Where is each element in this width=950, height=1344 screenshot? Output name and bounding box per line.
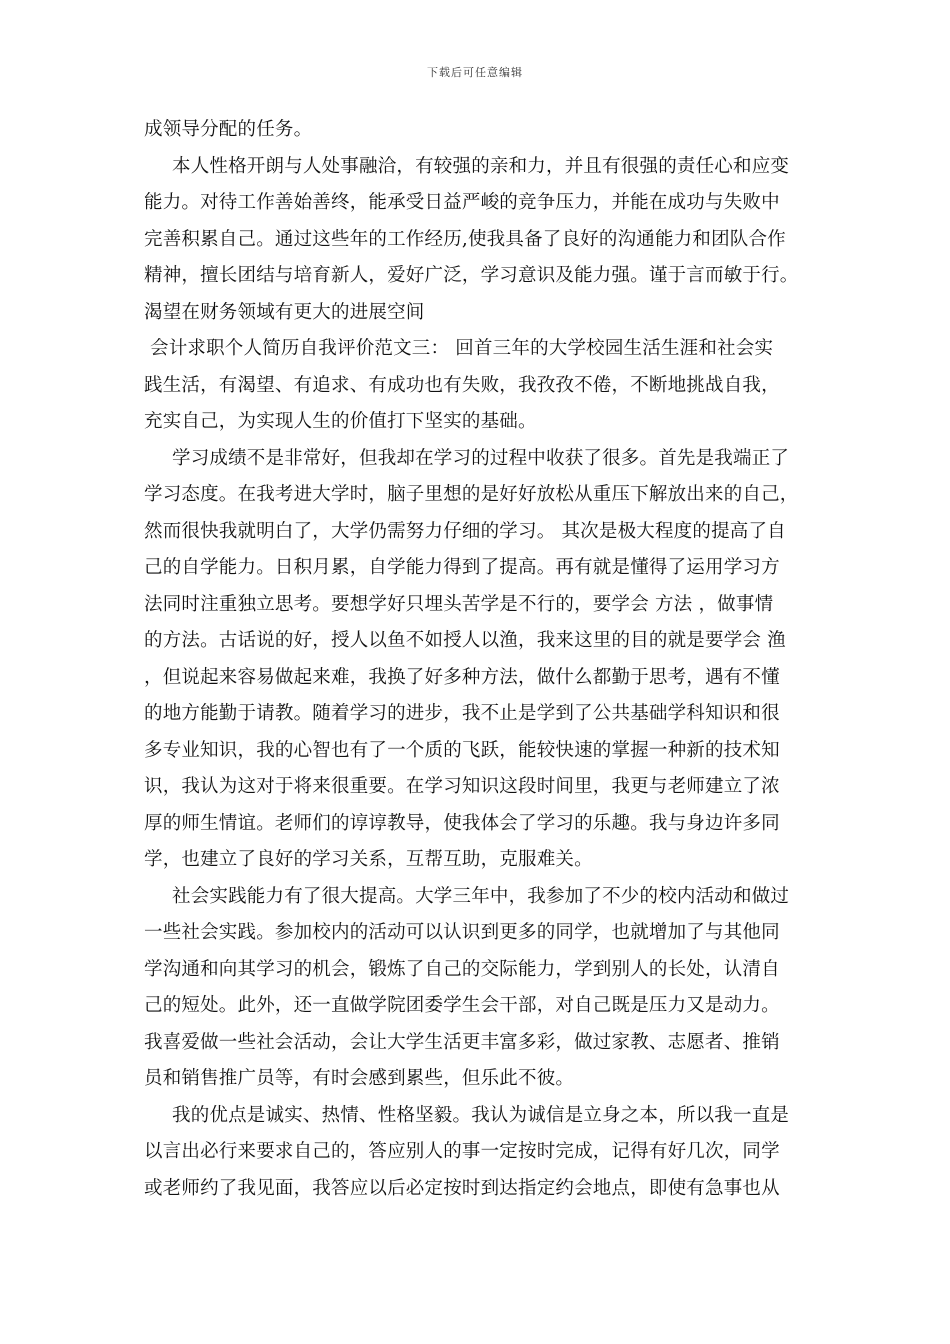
text-line: 一些社会实践。参加校内的活动可以认识到更多的同学，也就增加了与其他同 bbox=[144, 922, 780, 943]
text-line: 然而很快我就明白了，大学仍需努力仔细的学习。 其次是极大程度的提高了自 bbox=[144, 520, 786, 542]
text-line: 学沟通和向其学习的机会，锻炼了自己的交际能力，学到别人的长处，认清自 bbox=[144, 958, 780, 980]
text-line: 多专业知识，我的心智也有了一个质的飞跃，能较快速的掌握一种新的技术知 bbox=[144, 739, 780, 761]
text-line: 以言出必行来要求自己的，答应别人的事一定按时完成，记得有好几次，同学 bbox=[144, 1141, 780, 1162]
text-line: 学，也建立了良好的学习关系，互帮互助，克服难关。 bbox=[144, 849, 593, 870]
text-line: 己的短处。此外，还一直做学院团委学生会干部，对自己既是压力又是动力。 bbox=[144, 995, 780, 1016]
text-line: 学习成绩不是非常好，但我却在学习的过程中收获了很多。首先是我端正了 bbox=[172, 447, 790, 469]
text-line: 厚的师生情谊。老师们的谆谆教导，使我体会了学习的乐趣。我与身边许多同 bbox=[144, 812, 780, 834]
text-line: 精神，擅长团结与培育新人，爱好广泛，学习意识及能力强。谨于言而敏于行。 bbox=[144, 265, 799, 286]
text-line: ，但说起来容易做起来难，我换了好多种方法，做什么都勤于思考，遇有不懂 bbox=[144, 666, 780, 688]
text-line: 践生活，有渴望、有追求、有成功也有失败，我孜孜不倦，不断地挑战自我， bbox=[144, 374, 780, 396]
text-line: 我的优点是诚实、热情、性格坚毅。我认为诚信是立身之本，所以我一直是 bbox=[172, 1104, 790, 1126]
text-line: 充实自己，为实现人生的价值打下坚实的基础。 bbox=[144, 411, 537, 432]
text-line: 法同时注重独立思考。要想学好只埋头苦学是不行的，要学会 方法 ，做事情 bbox=[144, 593, 774, 615]
text-line: 识，我认为这对于将来很重要。在学习知识这段时间里，我更与老师建立了浓 bbox=[144, 776, 780, 797]
text-line: 己的自学能力。日积月累，自学能力得到了提高。再有就是懂得了运用学习方 bbox=[144, 557, 780, 578]
text-line: 学习态度。在我考进大学时，脑子里想的是好好放松从重压下解放出来的自己， bbox=[144, 484, 799, 505]
text-line: 成领导分配的任务。 bbox=[144, 119, 313, 140]
page-header: 下载后可任意编辑 bbox=[427, 66, 523, 79]
text-line: 的方法。古话说的好，授人以鱼不如授人以渔，我来这里的目的就是要学会 渔 bbox=[144, 630, 786, 651]
text-line: 完善积累自己。通过这些年的工作经历,使我具备了良好的沟通能力和团队合作 bbox=[144, 228, 786, 250]
text-line: 或老师约了我见面，我答应以后必定按时到达指定约会地点，即使有急事也从 bbox=[144, 1177, 780, 1199]
text-line: 我喜爱做一些社会活动，会让大学生活更丰富多彩，做过家教、志愿者、推销 bbox=[144, 1031, 780, 1053]
text-line: 员和销售推广员等，有时会感到累些，但乐此不彼。 bbox=[144, 1068, 575, 1089]
text-line: 社会实践能力有了很大提高。大学三年中，我参加了不少的校内活动和做过 bbox=[172, 885, 790, 907]
text-line: 本人性格开朗与人处事融洽，有较强的亲和力，并且有很强的责任心和应变 bbox=[172, 155, 790, 177]
text-line: 会计求职个人简历自我评价范文三： 回首三年的大学校园生活生涯和社会实 bbox=[150, 338, 774, 359]
document-body bbox=[144, 112, 824, 1207]
text-line: 的地方能勤于请教。随着学习的进步，我不止是学到了公共基础学科知识和很 bbox=[144, 703, 780, 724]
text-line: 渴望在财务领域有更大的进展空间 bbox=[144, 301, 425, 323]
text-line: 能力。对待工作善始善终，能承受日益严峻的竞争压力，并能在成功与失败中 bbox=[144, 192, 780, 213]
